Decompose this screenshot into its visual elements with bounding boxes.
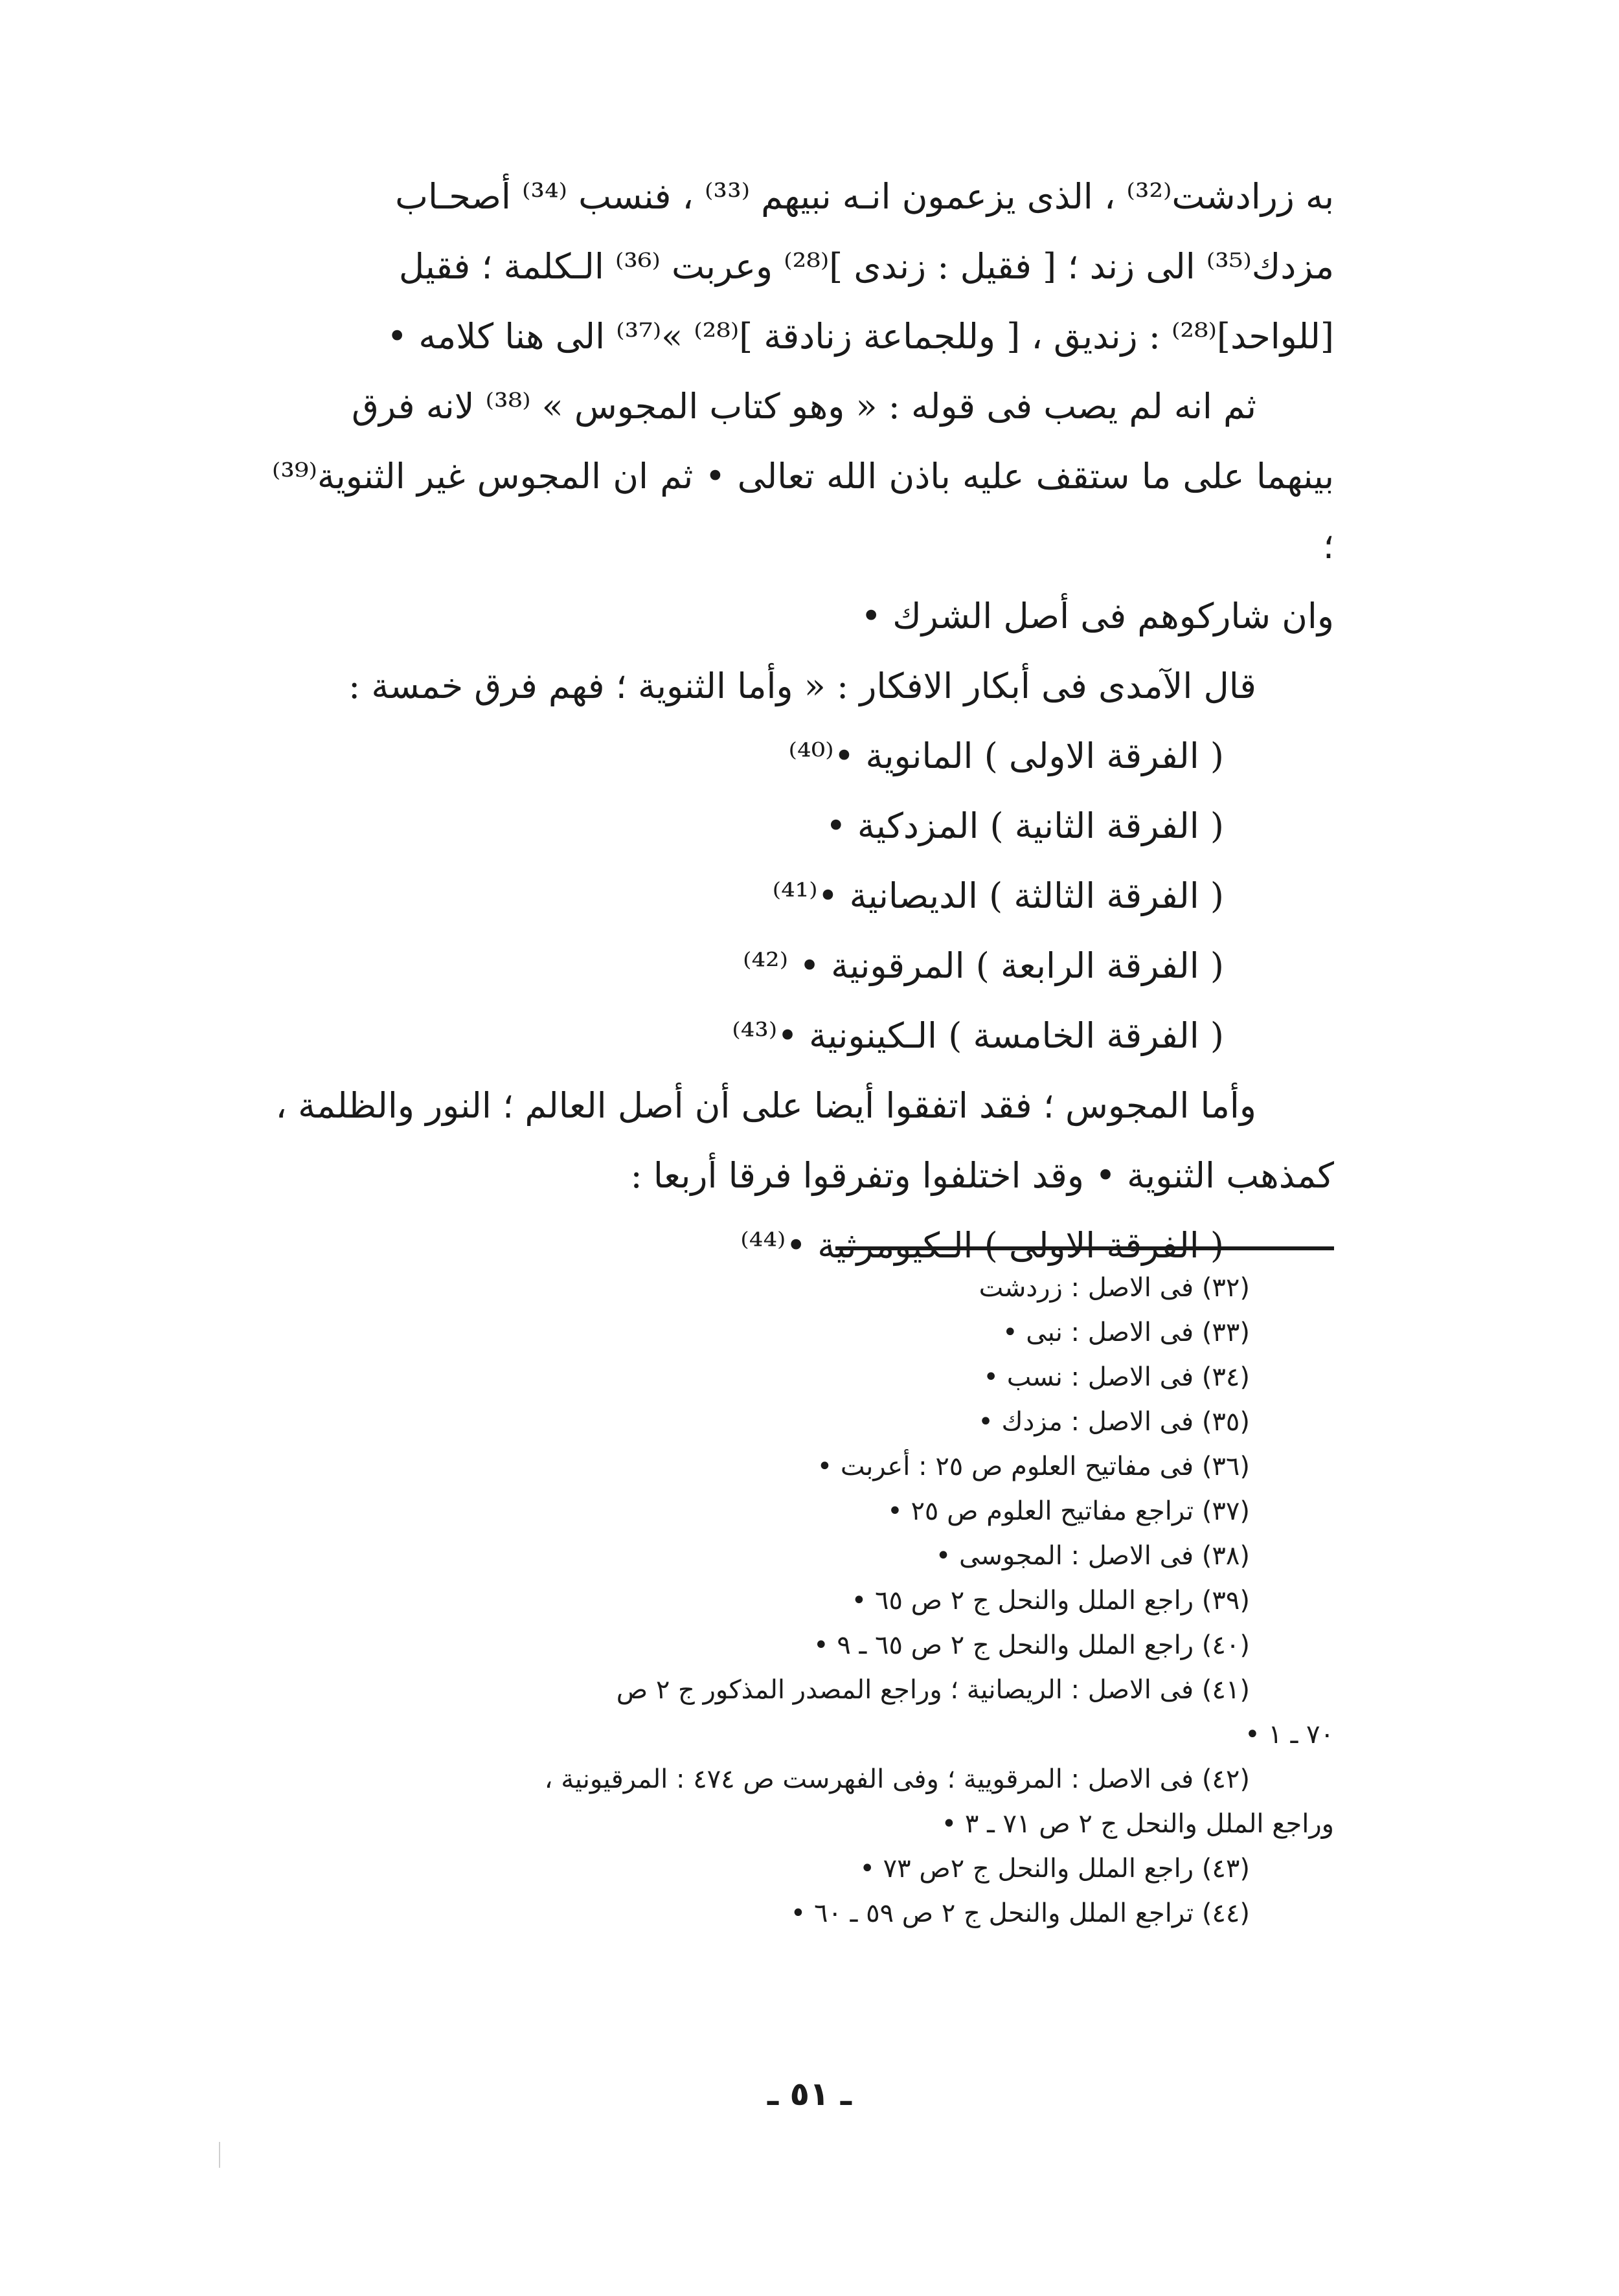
footnote: (٤١) فى الاصل : الريصانية ؛ وراجع المصدر المذكور ج ٢ ص <box>616 1675 1250 1705</box>
footnote: (٤٠) راجع الملل والنحل ج ٢ ص ٦٥ ـ ٩ • <box>813 1630 1250 1660</box>
footnote: (٣٥) فى الاصل : مزدك • <box>978 1407 1250 1437</box>
sect-list-item: ( الفرقة الثانية ) المزدكية • <box>825 805 1224 846</box>
text-line: كمذهب الثنوية • وقد اختلفوا وتفرقوا فرقا أربعا : <box>630 1155 1334 1196</box>
footnote: (٣٤) فى الاصل : نسب • <box>983 1362 1250 1392</box>
main-text-block <box>272 162 1334 1281</box>
sect-list-item: ( الفرقة الاولى ) الـكيومرثية •⁽⁴⁴⁾ <box>740 1225 1224 1266</box>
footnote-continuation: ٧٠ ـ ١ • <box>1245 1720 1334 1750</box>
footnote-continuation: وراجع الملل والنحل ج ٢ ص ٧١ ـ ٣ • <box>941 1809 1334 1839</box>
text-line: قال الآمدى فى أبكار الافكار : « وأما الثنوية ؛ فهم فرق خمسة : <box>348 666 1256 706</box>
sect-list-item: ( الفرقة الثالثة ) الديصانية •⁽⁴¹⁾ <box>772 875 1224 916</box>
footnote: (٣٧) تراجع مفاتيح العلوم ص ٢٥ • <box>887 1496 1250 1526</box>
footnote: (٣٢) فى الاصل : زردشت <box>979 1273 1250 1303</box>
sect-list-item: ( الفرقة الاولى ) المانوية •⁽⁴⁰⁾ <box>788 736 1224 776</box>
sect-list-item: ( الفرقة الرابعة ) المرقونية • ⁽⁴²⁾ <box>743 945 1224 986</box>
text-line: ثم انه لم يصب فى قوله : « وهو كتاب المجوس » ⁽³⁸⁾ لانه فرق <box>352 386 1256 427</box>
footnote: (٣٩) راجع الملل والنحل ج ٢ ص ٦٥ • <box>851 1586 1250 1615</box>
footnote: (٤٣) راجع الملل والنحل ج ٢ص ٧٣ • <box>859 1854 1250 1884</box>
text-line: [للواحد]⁽²⁸⁾ : زنديق ، [ وللجماعة زنادقة ]⁽²⁸⁾ »⁽³⁷⁾ الى هنا كلامه • <box>387 316 1334 357</box>
footnote: (٣٣) فى الاصل : نبى • <box>1002 1318 1250 1347</box>
footnote: (٤٤) تراجع الملل والنحل ج ٢ ص ٥٩ ـ ٦٠ • <box>790 1898 1250 1928</box>
footnotes-block <box>272 1266 1334 1936</box>
text-line: وأما المجوس ؛ فقد اتفقوا أيضا على أن أصل العالم ؛ النور والظلمة ، <box>275 1085 1256 1126</box>
page-number: ـ ٥١ ـ <box>767 2075 852 2113</box>
footnote: (٣٨) فى الاصل : المجوسى • <box>935 1541 1250 1571</box>
text-line: مزدك⁽³⁵⁾ الى زند ؛ [ فقيل : زندى ]⁽²⁸⁾ وعربت ⁽³⁶⁾ الـكلمة ؛ فقيل <box>398 246 1334 287</box>
footnote: (٣٦) فى مفاتيح العلوم ص ٢٥ : أعربت • <box>817 1452 1250 1481</box>
sect-list-item: ( الفرقة الخامسة ) الـكينونية •⁽⁴³⁾ <box>732 1015 1224 1056</box>
footnote: (٤٢) فى الاصل : المرقويية ؛ وفى الفهرست ص ٤٧٤ : المرقيونية ، <box>544 1764 1250 1794</box>
footnote-separator <box>835 1246 1334 1250</box>
text-line: به زرادشت⁽³²⁾ ، الذى يزعمون انـه نبيهم ⁽³³⁾ ، فنسب ⁽³⁴⁾ أصحـاب <box>395 176 1334 217</box>
text-line: بينهما على ما ستقف عليه باذن الله تعالى • ثم ان المجوس غير الثنوية⁽³⁹⁾ ؛ <box>272 456 1334 567</box>
scan-margin-mark <box>219 2142 220 2168</box>
text-line: وان شاركوهم فى أصل الشرك • <box>861 596 1334 636</box>
